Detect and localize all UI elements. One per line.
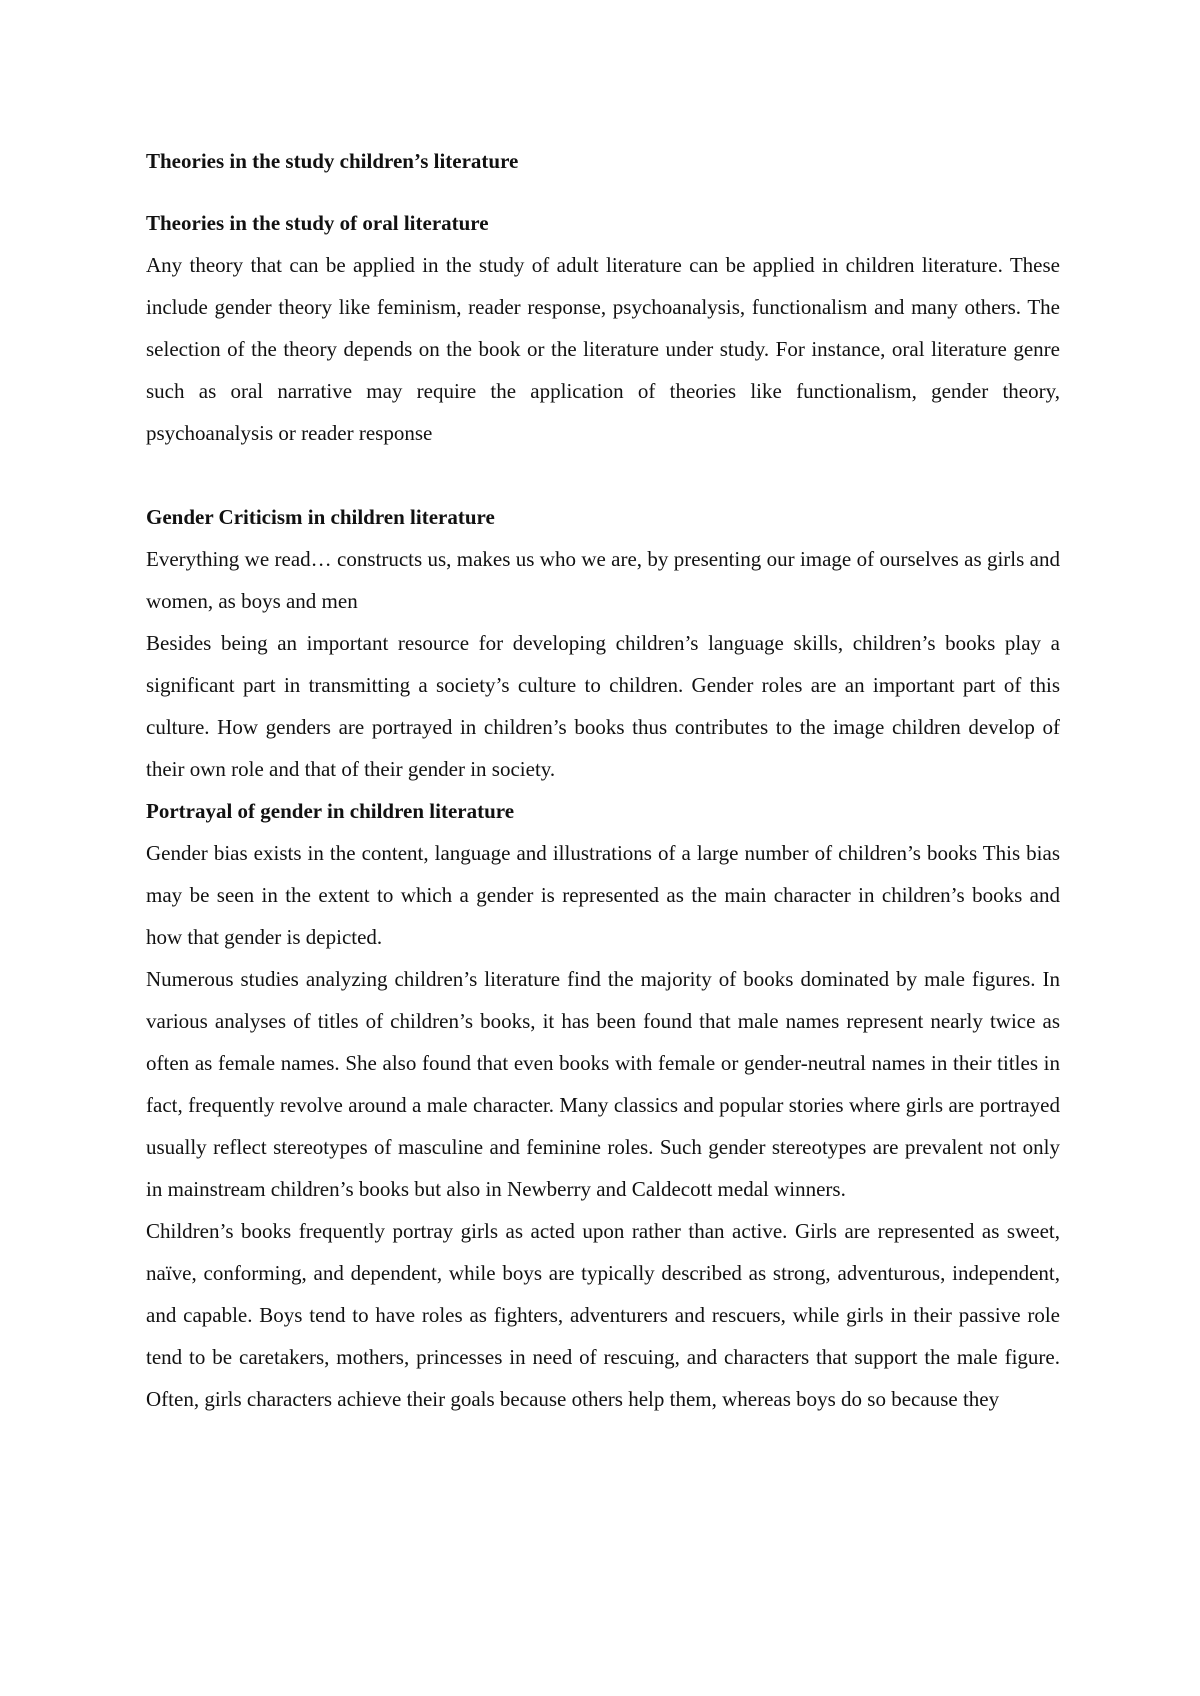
paragraph: Numerous studies analyzing children’s literature find the majority of books dominated by male figures. In various analyses of titles of children’s books, it has been found that male names represent nearly twice as often as female names. She also found that even books with female or gender-neutral names in their titles in fact, frequently revolve around a male character. Many classics and popular stories where girls are portrayed usually reflect stereotypes of masculine and feminine roles. Such gender stereotypes are prevalent not only in mainstream children’s books but also in Newberry and Caldecott medal winners. (146, 967, 1060, 1201)
section-heading-oral-literature: Theories in the study of oral literature (146, 211, 489, 235)
paragraph: Besides being an important resource for developing children’s language skills, children’s books play a significant part in transmitting a society’s culture to children. Gender roles are an important part of this culture. How genders are portrayed in children’s books thus contributes to the image children develop of their own role and that of their gender in society. (146, 631, 1060, 781)
paragraph: Everything we read… constructs us, makes us who we are, by presenting our image of ourselves as girls and women, as boys and men (146, 547, 1060, 613)
section-heading-gender-criticism: Gender Criticism in children literature (146, 505, 495, 529)
document-title: Theories in the study children’s literature (146, 149, 519, 173)
paragraph: Children’s books frequently portray girls as acted upon rather than active. Girls are represented as sweet, naïve, conforming, and dependent, while boys are typically described as strong, adventurous, independent, and capable. Boys tend to have roles as fighters, adventurers and rescuers, while girls in their passive role tend to be caretakers, mothers, princesses in need of rescuing, and characters that support the male figure. Often, girls characters achieve their goals because others help them, whereas boys do so because they (146, 1219, 1060, 1411)
paragraph: Any theory that can be applied in the study of adult literature can be applied in children literature. These include gender theory like feminism, reader response, psychoanalysis, functionalism and many others. The selection of the theory depends on the book or the literature under study. For instance, oral literature genre such as oral narrative may require the application of theories like functionalism, gender theory, psychoanalysis or reader response (146, 253, 1060, 445)
paragraph: Gender bias exists in the content, language and illustrations of a large number of children’s books This bias may be seen in the extent to which a gender is represented as the main character in children’s books and how that gender is depicted. (146, 841, 1060, 949)
section-heading-portrayal-of-gender: Portrayal of gender in children literature (146, 799, 515, 823)
blank-line (146, 454, 1060, 496)
document-page (146, 140, 1060, 1420)
